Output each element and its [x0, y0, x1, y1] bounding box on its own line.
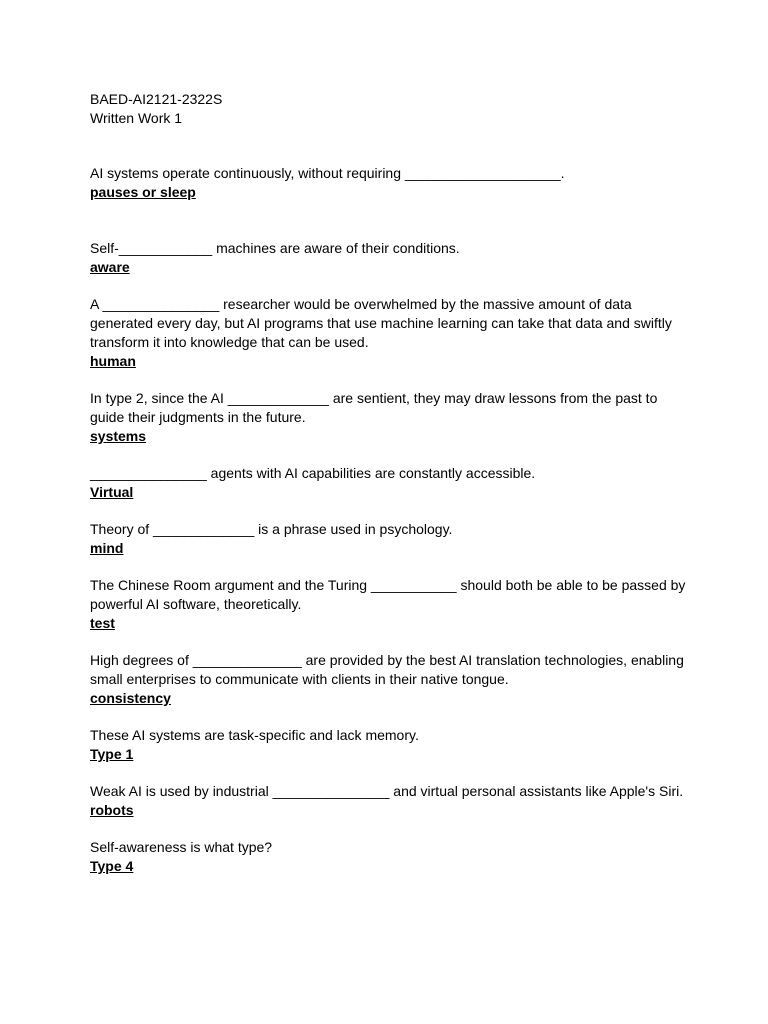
answer-text: human [90, 353, 136, 369]
question-text: Self-____________ machines are aware of their conditions. [90, 240, 460, 256]
answer-text: Type 4 [90, 858, 134, 874]
question-text: A _______________ researcher would be overwhelmed by the massive amount of data generated every day, but AI programs that use machine learning can take that data and swiftly transform it into knowledge that can be used. [90, 296, 672, 350]
answer-text: consistency [90, 690, 171, 706]
question-text: These AI systems are task-specific and lack memory. [90, 727, 419, 743]
question-item [90, 239, 690, 277]
answer-text: test [90, 615, 115, 631]
answer-text: Virtual [90, 484, 134, 500]
question-text: Weak AI is used by industrial _______________ and virtual personal assistants like Apple's Siri. [90, 783, 684, 799]
question-item [90, 464, 690, 502]
answer-text: robots [90, 802, 134, 818]
question-text: _______________ agents with AI capabilities are constantly accessible. [90, 465, 536, 481]
question-text: AI systems operate continuously, without requiring ____________________. [90, 165, 565, 181]
work-title: Written Work 1 [90, 110, 183, 126]
course-code: BAED-AI2121-2322S [90, 91, 223, 107]
question-item [90, 164, 690, 202]
question-text: In type 2, since the AI _____________ are sentient, they may draw lessons from the past to guide their judgments in the future. [90, 390, 658, 425]
question-item [90, 651, 690, 708]
document-header [90, 90, 690, 128]
answer-text: pauses or sleep [90, 184, 196, 200]
question-text: High degrees of ______________ are provided by the best AI translation technologies, enabling small enterprises to communicate with clients in their native tongue. [90, 652, 684, 687]
question-text: Self-awareness is what type? [90, 839, 273, 855]
question-item [90, 520, 690, 558]
question-item [90, 576, 690, 633]
question-text: The Chinese Room argument and the Turing ___________ should both be able to be passed by powerful AI software, theoretically. [90, 577, 686, 612]
question-item [90, 726, 690, 764]
answer-text: aware [90, 259, 130, 275]
answer-text: mind [90, 540, 124, 556]
question-item [90, 389, 690, 446]
question-item [90, 295, 690, 371]
document-page [90, 90, 690, 894]
question-item [90, 838, 690, 876]
question-list [90, 164, 690, 876]
answer-text: systems [90, 428, 147, 444]
answer-text: Type 1 [90, 746, 134, 762]
question-item [90, 782, 690, 820]
question-text: Theory of _____________ is a phrase used in psychology. [90, 521, 453, 537]
